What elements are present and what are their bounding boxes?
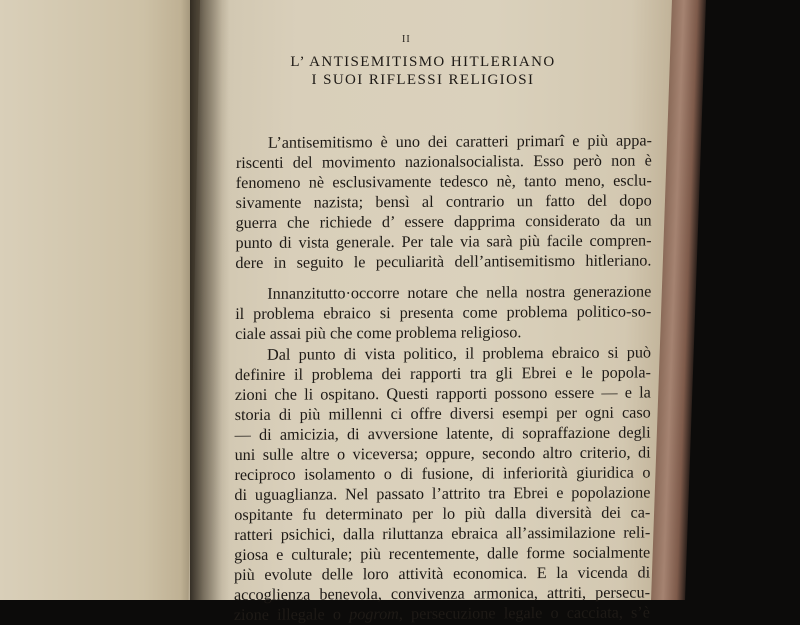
chapter-title-line-1: L’ ANTISEMITISMO HITLERIANO (290, 54, 556, 70)
text-line-last (234, 602, 650, 625)
text-line: Dal punto di vista politico, il problema ebraico si può (266, 343, 652, 364)
text-line: dere in seguito le peculiarità dell’antisemitismo hitleriano. (235, 251, 652, 272)
text-line: ciale assai più che come problema religioso. (235, 323, 522, 343)
text-line: ospitante fu determinato per lo più dalla diversità dei ca- (234, 503, 651, 524)
text-line: reciproco isolamento o di fusione, di inferiorità giuridica o (234, 463, 651, 484)
text-line: il problema ebraico si presenta come problema politico-so- (235, 302, 652, 323)
text-line: storia di più millenni ci offre diversi esempi per ogni caso (234, 403, 651, 424)
text-line: fenomeno nè esclusivamente tedesco nè, tanto meno, esclu- (235, 171, 652, 192)
body-text (233, 130, 653, 624)
chapter-title-line-2: I SUOI RIFLESSI RELIGIOSI (311, 72, 535, 88)
text-line: ratteri psichici, dalla riluttanza ebraica all’assimilazione reli- (234, 523, 651, 544)
italic-word-pogrom: pogrom (349, 604, 399, 624)
text-line: giosa e culturale; più recentemente, dalle forme socialmente (234, 543, 651, 564)
text-segment: zione illegale o (233, 605, 350, 624)
text-line: — di amicizia, di avversione latente, di sopraffazione degli (234, 423, 651, 444)
text-line: definire il problema dei rapporti tra gli Ebrei e le popola- (234, 363, 652, 384)
section-number: II (402, 34, 411, 45)
text-line: Innanzitutto·occorre notare che nella nostra generazione (267, 282, 652, 303)
text-line: riscenti del movimento nazionalsocialista. Esso però non è (235, 151, 652, 172)
text-line: uni sulle altre o viceversa; oppure, secondo altro criterio, di (234, 443, 651, 464)
text-line: sivamente nazista; bensì al contrario un fatto del dopo (235, 191, 652, 212)
text-segment: , persecuzione legale o cacciata, s’è (398, 603, 650, 623)
text-line: di uguaglianza. Nel passato l’attrito tra Ebrei e popolazione (234, 483, 651, 504)
text-line: punto di vista generale. Per tale via sarà più facile compren- (235, 231, 652, 252)
text-line: L’antisemitismo è uno dei caratteri primarî e più appa- (267, 131, 653, 152)
text-line: accoglienza benevola, convivenza armonica, attriti, persecu- (233, 583, 651, 604)
text-line: più evolute delle loro attività economica. E la vicenda di (234, 563, 651, 584)
text-line: zioni che li ospitano. Questi rapporti possono essere — e la (234, 383, 651, 404)
text-line: guerra che richiede d’ essere dapprima considerato da un (235, 211, 652, 232)
